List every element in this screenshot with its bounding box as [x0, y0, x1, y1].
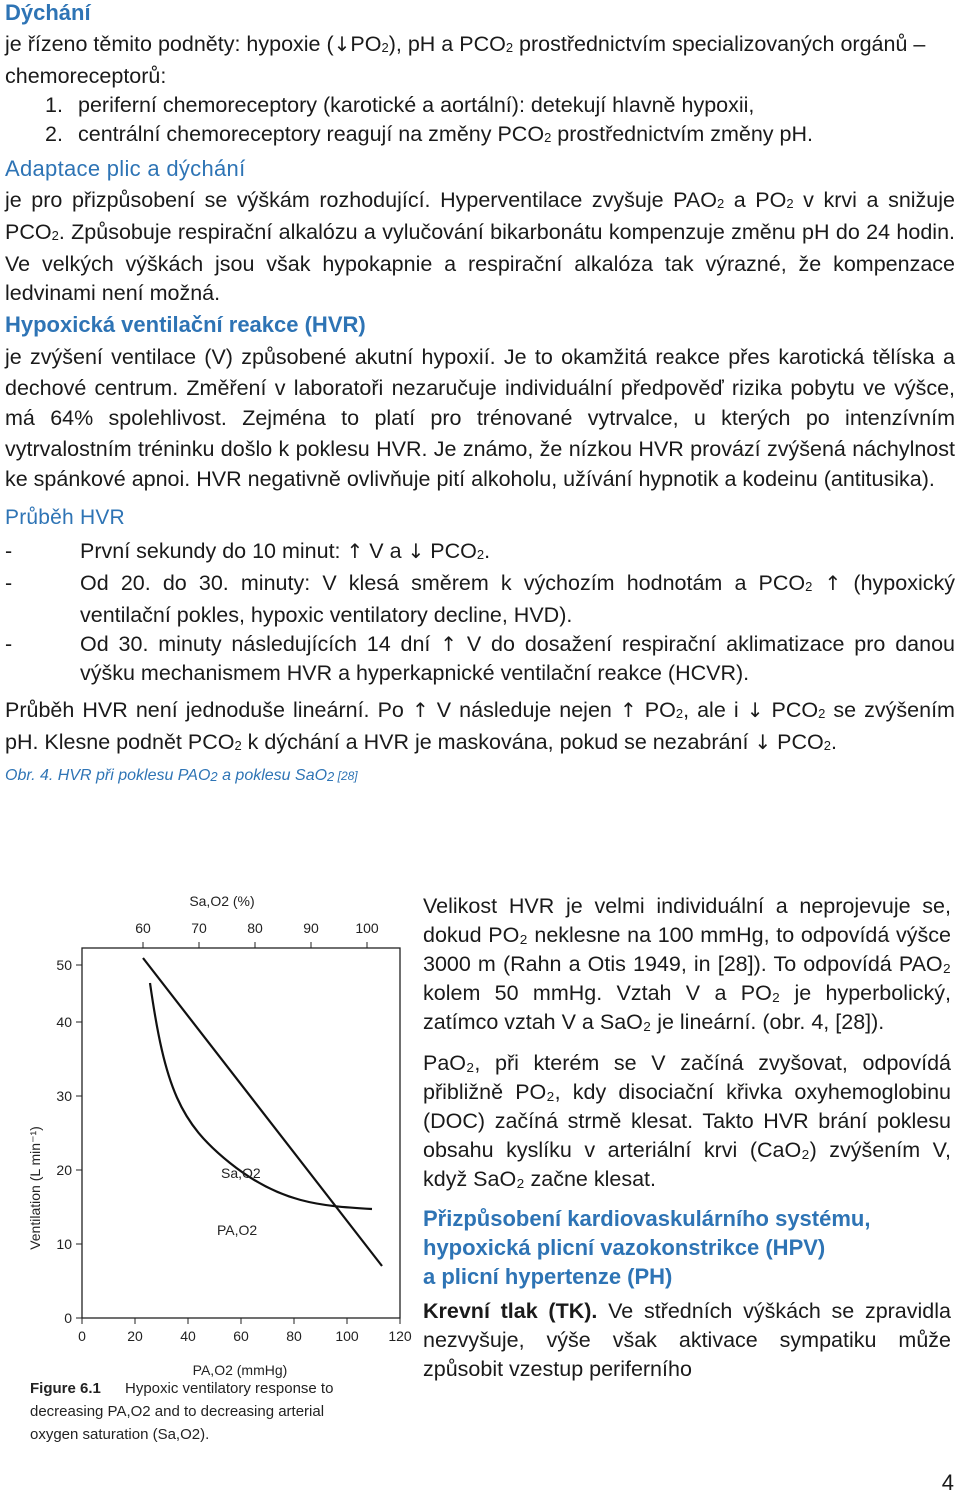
pao2-curve-label: PA,O2: [217, 1222, 258, 1238]
prubeh-paragraph: Průběh HVR není jednoduše lineární. Po ↑ V následuje nejen ↑ $PO_2$, ale i ↓ $PCO_2$ se zvýšením pH. Klesne podnět $PCO_2$ k dýchání a HVR je maskována, pokud se nezabrání ↓ $PCO_2$.: [5, 697, 955, 754]
hvr-graph: [0, 888, 420, 1468]
list-item: - Od 30. minuty následujících 14 dní ↑ V do dosažení respirační aklimatizace pro danou výšku mechanismem HVR a hyperkapnické ventilační reakce (HCVR).: [5, 631, 956, 685]
y-tick-label: 0: [64, 1310, 72, 1326]
list-item: 2. centrální chemoreceptory reagují na změny $PCO_2$ prostřednictvím změny pH.: [45, 122, 813, 146]
krevni-tlak-paragraph: Krevní tlak (TK). Ve středních výškách se zpravidla nezvyšuje, výše však aktivace sympatiku může způsobit vzestup periferního: [423, 1299, 951, 1381]
top-tick-label: 90: [303, 920, 319, 936]
hvr-size-paragraph: Velikost HVR je velmi individuální a neprojevuje se, dokud PO₂ neklesne na 100 mmHg, to odpovídá výšce 3000 m (Rahn a Otis 1949, in [28]). To odpovídá PAO₂ kolem 50 mmHg. Vztah V a PO₂ je hyperbolický, zatímco vztah V a SaO₂ je lineární. (obr. 4, [28]).: [423, 894, 951, 1034]
section-title-adaptace: Adaptace plic a dýchání: [5, 156, 246, 181]
figure-text: decreasing PA,O2 and to decreasing arterial: [30, 1403, 325, 1420]
top-tick-label: 80: [247, 920, 263, 936]
y-tick-label: 50: [56, 957, 72, 973]
x-tick-label: 80: [286, 1328, 302, 1344]
right-column: [423, 892, 951, 1384]
x-tick-label: 120: [388, 1328, 412, 1344]
x-tick-label: 100: [335, 1328, 359, 1344]
plot-frame: [82, 948, 400, 1318]
y-tick-label: 40: [56, 1014, 72, 1030]
prubeh-list: [5, 537, 955, 688]
x-tick-label: 20: [127, 1328, 143, 1344]
y-axis-label: Ventilation (L min⁻¹): [27, 1126, 43, 1250]
y-tick-label: 30: [56, 1088, 72, 1104]
section-title-cardio: Přizpůsobení kardiovaskulárního systému, hypoxická plicní vazokonstrikce (HPV) a plicní hypertenze (PH): [423, 1206, 871, 1289]
sao2-curve-label: Sa,O2: [221, 1165, 261, 1181]
x-tick-label: 0: [78, 1328, 86, 1344]
hvr-paragraph: je zvýšení ventilace (V) způsobené akutní hypoxií. Je to okamžitá reakce přes karotická tělíska a dechové centrum. Změření v laboratoři nezaručuje individuální předpověď rizika pobytu ve výšce, má 64% spolehlivost. Zejména to platí pro trénované vytrvalce, u kterých po intenzívním vytrvalostním tréninku došlo k poklesu HVR. Je známo, že nízkou HVR provází zvýšená náchylnost ke spánkové apnoi. HVR negativně ovlivňuje pití alkoholu, užívání hypnotik a kodeinu (antitusika).: [5, 345, 955, 491]
document-page: [5, 0, 955, 787]
figure-caption: Obr. 4. HVR při poklesu $PAO_2$ a poklesu SaO$_2$ [28]: [5, 766, 358, 784]
x-axis-label: PA,O2 (mmHg): [192, 1362, 288, 1378]
top-tick-label: 100: [355, 920, 379, 936]
pao2-paragraph: PaO₂, při kterém se V začíná zvyšovat, odpovídá přibližně PO₂, kdy disociační křivka oxyhemoglobinu (DOC) začíná strmě klesat. Takto HVR brání poklesu obsahu kyslíku v arteriální krvi (CaO₂) zvýšením V, když SaO₂ začne klesat.: [423, 1051, 951, 1191]
dychani-intro: je řízeno těmito podněty: hypoxie $(↓PO_2)$, pH a $PCO_2$ prostřednictvím specializovaných orgánů – chemoreceptorů:: [5, 32, 926, 88]
pao2-curve: [150, 983, 372, 1209]
top-axis-label: Sa,O2 (%): [189, 893, 255, 909]
y-tick-label: 10: [56, 1236, 72, 1252]
figure-text: oxygen saturation (Sa,O2).: [30, 1426, 210, 1443]
list-item: 1. periferní chemoreceptory (karotické a aortální): detekují hlavně hypoxii,: [45, 93, 755, 117]
chemoreceptor-list: [5, 91, 955, 152]
list-item: - První sekundy do 10 minut: ↑ V a ↓ $PCO_2$.: [5, 538, 491, 563]
list-item: - Od 20. do 30. minuty: V klesá směrem k výchozím hodnotám a $PCO_2$ ↑ (hypoxický ventilační pokles, hypoxic ventilatory decline, HVD).: [5, 570, 955, 627]
sao2-curve: [143, 958, 382, 1266]
section-title-hvr: Hypoxická ventilační reakce (HVR): [5, 312, 366, 337]
figure-label: Figure 6.1: [30, 1380, 101, 1397]
figure-text: Hypoxic ventilatory response to: [125, 1380, 334, 1397]
top-tick-label: 60: [135, 920, 151, 936]
x-tick-label: 60: [233, 1328, 249, 1344]
page-number: 4: [941, 1470, 954, 1495]
hvr-figure: [0, 888, 420, 1468]
top-tick-label: 70: [191, 920, 207, 936]
section-title-dychani: Dýchání: [5, 0, 91, 25]
y-tick-label: 20: [56, 1162, 72, 1178]
section-title-prubeh: Průběh HVR: [5, 505, 125, 529]
adaptace-paragraph: je pro přizpůsobení se výškám rozhodující. Hyperventilace zvyšuje $PAO_2$ a $PO_2$ v krvi a snižuje $PCO_2$. Způsobuje respirační alkalózu a vylučování bikarbonátu kompenzuje změnu pH do 24 hodin. Ve velkých výškách jsou však hypokapnie a respirační alkalóza tak výrazné, že kompenzace ledvinami není možná.: [5, 188, 955, 305]
x-tick-label: 40: [180, 1328, 196, 1344]
